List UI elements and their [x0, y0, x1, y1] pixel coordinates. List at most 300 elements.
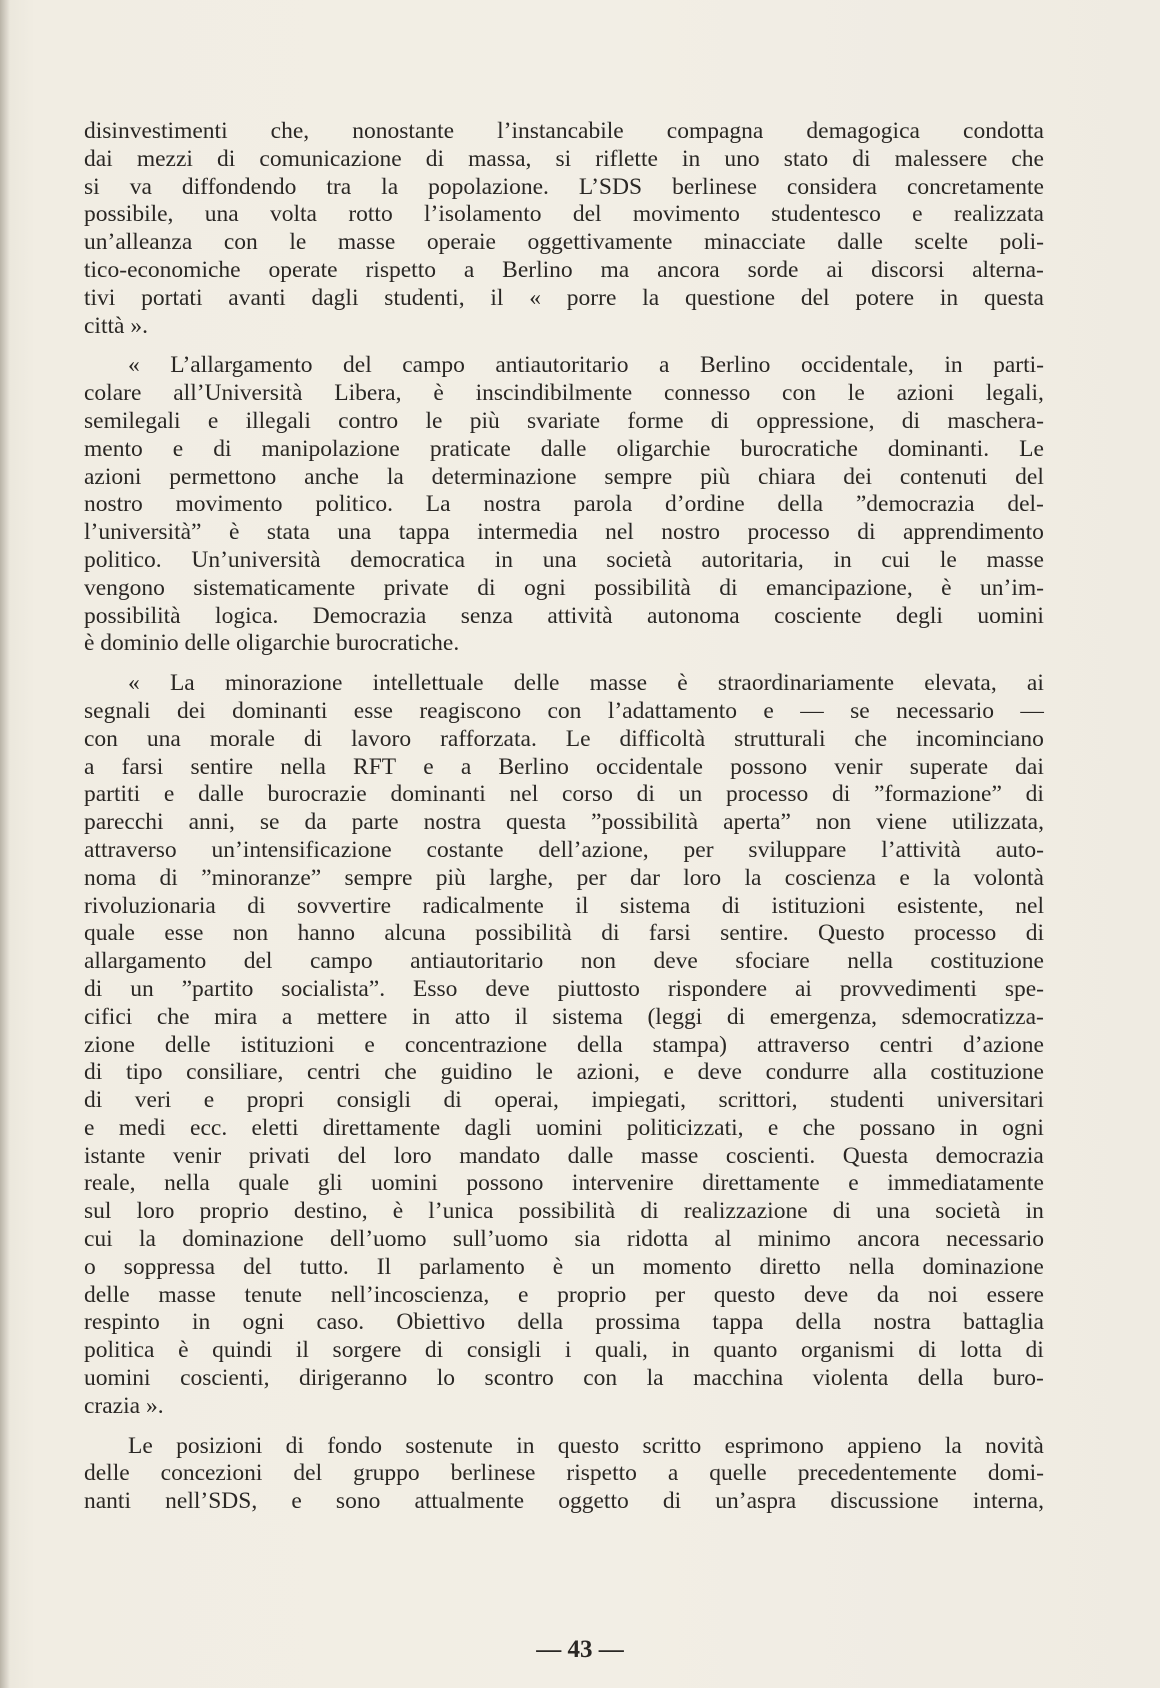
word: deve [653, 948, 698, 975]
word: quale [238, 1170, 290, 1197]
word: lo [436, 1365, 456, 1392]
word: sostenute [405, 1432, 493, 1459]
word: di [831, 781, 851, 808]
word: rispondere [667, 975, 768, 1002]
word: il [295, 1337, 309, 1364]
word: di [84, 975, 103, 1002]
word: al [714, 1226, 732, 1253]
text-line [84, 1488, 1044, 1516]
word: Berlino [498, 753, 569, 780]
word: questa [506, 809, 567, 836]
word: politico. [84, 546, 162, 573]
word: in [833, 546, 852, 573]
word: private [383, 574, 449, 601]
word: movimento [175, 491, 283, 518]
word: possibilità [84, 602, 181, 629]
word: di [601, 920, 620, 947]
word: avanti [228, 284, 286, 311]
word: di [857, 519, 876, 546]
word: masse [158, 1281, 216, 1308]
word: logica. [215, 602, 279, 629]
word: burocratiche [740, 435, 858, 462]
word: azioni [896, 380, 955, 407]
word: l’instancabile [497, 118, 624, 144]
word: rispetto [566, 1460, 637, 1487]
word: parti- [993, 352, 1044, 379]
word: posizioni [176, 1432, 263, 1459]
text-line: è dominio delle oligarchie burocratiche. [84, 630, 460, 657]
word: ancora [657, 256, 720, 283]
word: è [228, 519, 240, 546]
word: concretamente [906, 173, 1044, 200]
word: che [854, 725, 888, 752]
word: mento [84, 435, 143, 462]
word: in [944, 352, 963, 379]
word: caso. [316, 1309, 365, 1336]
word: stampa) [652, 1031, 727, 1058]
word: il [514, 1003, 528, 1030]
word: minacciate [703, 229, 806, 256]
word: larghe, [489, 864, 554, 891]
word: vengono [84, 574, 165, 601]
word: berlinese [450, 1460, 536, 1487]
word: Esso [413, 975, 458, 1002]
word: dell’uomo [329, 1226, 427, 1253]
word: anche [304, 463, 359, 490]
word: interna, [972, 1488, 1044, 1515]
text-line [84, 1254, 1044, 1282]
word: dar [629, 864, 660, 891]
text-line [84, 464, 1044, 492]
text-line [84, 146, 1044, 174]
word: demagogica [806, 118, 920, 144]
word: a [659, 352, 670, 379]
text-line [84, 809, 1044, 837]
word: consigli [336, 1087, 412, 1114]
word: si [84, 173, 100, 200]
word: una [876, 1198, 911, 1225]
word: difficoltà [619, 725, 706, 752]
word: consigli [466, 1337, 542, 1364]
word: di [852, 145, 871, 172]
word: costituzione [930, 948, 1044, 975]
word: non [580, 948, 616, 975]
word: consiliare, [186, 1059, 284, 1086]
word: un’alleanza [84, 229, 193, 256]
word: nostro [661, 519, 721, 546]
word: mandato [459, 1142, 541, 1169]
word: campo [402, 352, 465, 379]
word: processo [725, 781, 809, 808]
word: sentire. [720, 920, 789, 947]
text-line [84, 519, 1044, 547]
word: degli [895, 602, 943, 629]
word: deve [803, 1281, 849, 1308]
text-line [84, 1115, 1044, 1143]
word: autonoma [647, 602, 740, 629]
word: Democrazia [312, 602, 427, 629]
word: portati [141, 284, 203, 311]
word: di [710, 407, 730, 434]
word: campo [309, 948, 373, 975]
text-line [84, 948, 1044, 976]
word: farsi [648, 920, 691, 947]
word: di [217, 145, 236, 172]
text-line [84, 201, 1044, 229]
word: momento [642, 1253, 732, 1280]
word: tivi [84, 284, 116, 311]
word: del [572, 201, 602, 228]
word: L’allargamento [170, 352, 313, 379]
word: della [795, 1309, 842, 1336]
word: democratica [350, 546, 466, 573]
word: l’attività [881, 836, 961, 863]
word: non [815, 809, 852, 836]
word: che [1011, 145, 1044, 172]
word: l’adattamento [607, 697, 738, 724]
paragraph [84, 670, 1044, 1421]
word: Libera, [334, 380, 402, 407]
word: noi [927, 1281, 958, 1308]
text-line [84, 1198, 1044, 1226]
word: di [425, 145, 445, 172]
word: nell’incoscienza, [330, 1281, 490, 1308]
word: l’isolamento [424, 201, 542, 228]
text-line [84, 1087, 1044, 1115]
word: concezioni [160, 1460, 263, 1487]
word: possano [859, 1114, 936, 1141]
word: delle [164, 1031, 211, 1058]
word: cui [84, 1226, 113, 1253]
word: colare [84, 380, 142, 407]
word: a [281, 1003, 293, 1030]
word: contenuti [899, 463, 988, 490]
word: nella [848, 1253, 895, 1280]
word: dagli [464, 1114, 512, 1141]
text-line [84, 491, 1044, 519]
word: da [876, 1281, 900, 1308]
word: illegali [245, 407, 311, 434]
word: ogni [242, 1309, 285, 1336]
text-line [84, 285, 1044, 313]
word: sovvertire [297, 892, 391, 919]
word: attualmente [414, 1488, 525, 1515]
word: a [463, 256, 475, 283]
word: democrazia [935, 1142, 1044, 1169]
word: nanti [84, 1488, 131, 1515]
word: ogni [1002, 1114, 1044, 1141]
word: gruppo [353, 1460, 420, 1487]
word: ridotta [626, 1226, 689, 1253]
word: di [84, 1087, 103, 1114]
word: le [425, 407, 443, 434]
word: volta [270, 201, 317, 228]
word: un’aspra [715, 1488, 797, 1515]
word: disinvestimenti [84, 118, 228, 144]
word: morale [209, 725, 275, 752]
word: un [678, 781, 703, 808]
word: di [303, 725, 323, 752]
word: allargamento [84, 948, 207, 975]
text-line [84, 436, 1044, 464]
word: ma [600, 256, 630, 283]
word: inscindibilmente [475, 380, 633, 407]
word: a [460, 753, 472, 780]
word: intellettuale [372, 670, 484, 697]
word: una [337, 519, 372, 546]
word: apprendimento [902, 519, 1044, 546]
word: direttamente [322, 1114, 441, 1141]
word: o [84, 1253, 96, 1280]
word: lavoro [351, 725, 412, 752]
word: stata [266, 519, 310, 546]
word: nostro [84, 491, 143, 518]
word: coscienti, [180, 1365, 270, 1392]
word: Le [128, 1432, 153, 1459]
word: minorazione [224, 670, 343, 697]
word: condotta [963, 118, 1044, 144]
word: di [636, 781, 655, 808]
word: oggetto [558, 1488, 629, 1515]
word: occidentale, [800, 352, 914, 379]
word: ai [1026, 670, 1044, 697]
paragraph [84, 352, 1044, 658]
word: è [392, 1198, 404, 1225]
text-line [84, 352, 1044, 380]
word: e [767, 1114, 779, 1141]
word: a [84, 753, 95, 780]
word: dalle [837, 229, 883, 256]
word: del [337, 1142, 367, 1169]
word: e [84, 1114, 95, 1141]
text-line: città ». [84, 312, 148, 339]
word: quanto [713, 1337, 778, 1364]
word: del [243, 948, 273, 975]
word: in [494, 546, 514, 573]
word: tico-economiche [84, 256, 241, 283]
word: alcuna [384, 920, 446, 947]
word: riflette [595, 145, 658, 172]
word: e [163, 781, 175, 808]
word: nella [280, 753, 326, 780]
word: scrittori, [718, 1087, 798, 1114]
word: è [941, 574, 952, 601]
word: masse [589, 670, 648, 697]
word: ”formazione” [874, 781, 1002, 808]
word: politica [84, 1337, 155, 1364]
word: dalle [540, 435, 587, 462]
word: di [159, 864, 178, 891]
word: di [918, 1337, 937, 1364]
word: necessario [896, 697, 994, 724]
word: e [207, 407, 219, 434]
word: cui [881, 546, 911, 573]
word: un [130, 975, 154, 1002]
word: sistematicamente [193, 574, 356, 601]
word: ”democrazia [855, 491, 975, 518]
word: nel [509, 781, 539, 808]
word: le [535, 1059, 553, 1086]
word: è [552, 1253, 564, 1280]
word: e [423, 753, 434, 780]
word: di [1025, 920, 1044, 947]
text-line [84, 976, 1044, 1004]
word: antiautoritario [495, 352, 629, 379]
word: Questo [818, 920, 885, 947]
word: più [469, 407, 500, 434]
word: macchina [693, 1365, 784, 1392]
text-line [84, 229, 1044, 257]
word: società [606, 546, 672, 573]
word: e [364, 1031, 375, 1058]
word: quali, [595, 1337, 648, 1364]
word: tappa [398, 519, 450, 546]
word: Obiettivo [396, 1309, 486, 1336]
word: un’im- [980, 574, 1044, 601]
text-line [84, 1004, 1044, 1032]
word: possibilità [518, 1198, 616, 1225]
word: del [1015, 463, 1044, 490]
word: e [517, 1281, 529, 1308]
word: comunicazione [259, 145, 402, 172]
word: diffondendo [181, 173, 297, 200]
word: movimento [632, 201, 740, 228]
word: masse [640, 1142, 699, 1169]
text-line [84, 1433, 1044, 1461]
word: politicizzati, [626, 1114, 744, 1141]
word: attività [547, 602, 613, 629]
text-line [84, 698, 1044, 726]
word: realizzazione [683, 1198, 808, 1225]
word: ancora [857, 1226, 920, 1253]
text-line [84, 1226, 1044, 1254]
word: e [899, 864, 910, 891]
word: coscienza [784, 864, 877, 891]
word: dalle [198, 781, 244, 808]
word: L’SDS [578, 173, 643, 200]
word: ”possibilità [591, 809, 699, 836]
text-line [84, 1170, 1044, 1198]
word: attraverso [84, 836, 177, 863]
text-line [84, 1337, 1044, 1365]
word: e [172, 435, 184, 462]
word: cifici [84, 1003, 133, 1030]
word: dominanti [390, 781, 486, 808]
text-line [84, 1282, 1044, 1310]
word: il [575, 892, 589, 919]
word: eletti [251, 1114, 299, 1141]
word: dominazione [182, 1226, 304, 1253]
word: centri [307, 1059, 361, 1086]
word: la [139, 1226, 156, 1253]
word: va [129, 173, 152, 200]
word: in [411, 1003, 431, 1030]
word: nostra [873, 1309, 931, 1336]
word: costituzione [930, 1059, 1044, 1086]
word: radicalmente [422, 892, 544, 919]
word: di [726, 1003, 746, 1030]
word: di [1025, 1337, 1044, 1364]
word: nella [847, 948, 893, 975]
word: discussione [830, 1488, 939, 1515]
word: respinto [84, 1309, 160, 1336]
page-number: — 43 — [536, 1636, 624, 1663]
word: sul [84, 1198, 112, 1225]
word: delle [513, 670, 560, 697]
word: in [682, 145, 701, 172]
word: destino, [293, 1198, 368, 1225]
word: ”partito [181, 975, 254, 1002]
word: poli- [999, 229, 1044, 256]
word: i [564, 1337, 572, 1364]
text-line [84, 1460, 1044, 1488]
word: mira [214, 1003, 258, 1030]
word: senza [460, 602, 513, 629]
word: venir [172, 1142, 222, 1169]
word: Il [376, 1253, 392, 1280]
word: studentesco [771, 201, 881, 228]
word: per [576, 864, 607, 891]
word: incominciano [915, 725, 1044, 752]
word: di [424, 1337, 444, 1364]
word: coscienti. [725, 1142, 816, 1169]
word: intermedia [477, 519, 578, 546]
word: direttamente [702, 1170, 820, 1197]
word: e [663, 1059, 674, 1086]
word: nostra [423, 809, 482, 836]
word: La [169, 670, 195, 697]
word: connesso [664, 380, 751, 407]
word: e [763, 697, 774, 724]
text-line [84, 408, 1044, 436]
word: determinazione [431, 463, 577, 490]
word: se [259, 809, 280, 836]
word: compagna [666, 118, 764, 144]
word: viene [876, 809, 927, 836]
word: se [850, 697, 870, 724]
word: che [384, 1059, 417, 1086]
word: parte [351, 809, 399, 836]
word: impiegati, [591, 1087, 687, 1114]
word: stato [783, 145, 829, 172]
word: operate [268, 256, 338, 283]
word: che [156, 1003, 190, 1030]
word: Le [1019, 435, 1044, 462]
word: nel [605, 519, 634, 546]
word: sfociare [735, 948, 810, 975]
word: La [425, 491, 451, 518]
word: soppressa [123, 1253, 216, 1280]
word: superate [909, 753, 989, 780]
word: veri [134, 1087, 172, 1114]
word: possibile, [84, 201, 174, 228]
word: uomini [977, 602, 1044, 629]
word: loro [393, 1142, 432, 1169]
word: loro [683, 864, 722, 891]
word: sia [574, 1226, 601, 1253]
word: della [777, 491, 824, 518]
word: d’azione [963, 1031, 1044, 1058]
word: Questa [842, 1142, 909, 1169]
text-line [84, 920, 1044, 948]
word: scontro [484, 1365, 554, 1392]
word: condurre [765, 1059, 850, 1086]
word: dalle [567, 1142, 614, 1169]
word: sono [335, 1488, 381, 1515]
word: l’unica [428, 1198, 494, 1225]
word: masse [337, 229, 396, 256]
text-line [84, 893, 1044, 921]
